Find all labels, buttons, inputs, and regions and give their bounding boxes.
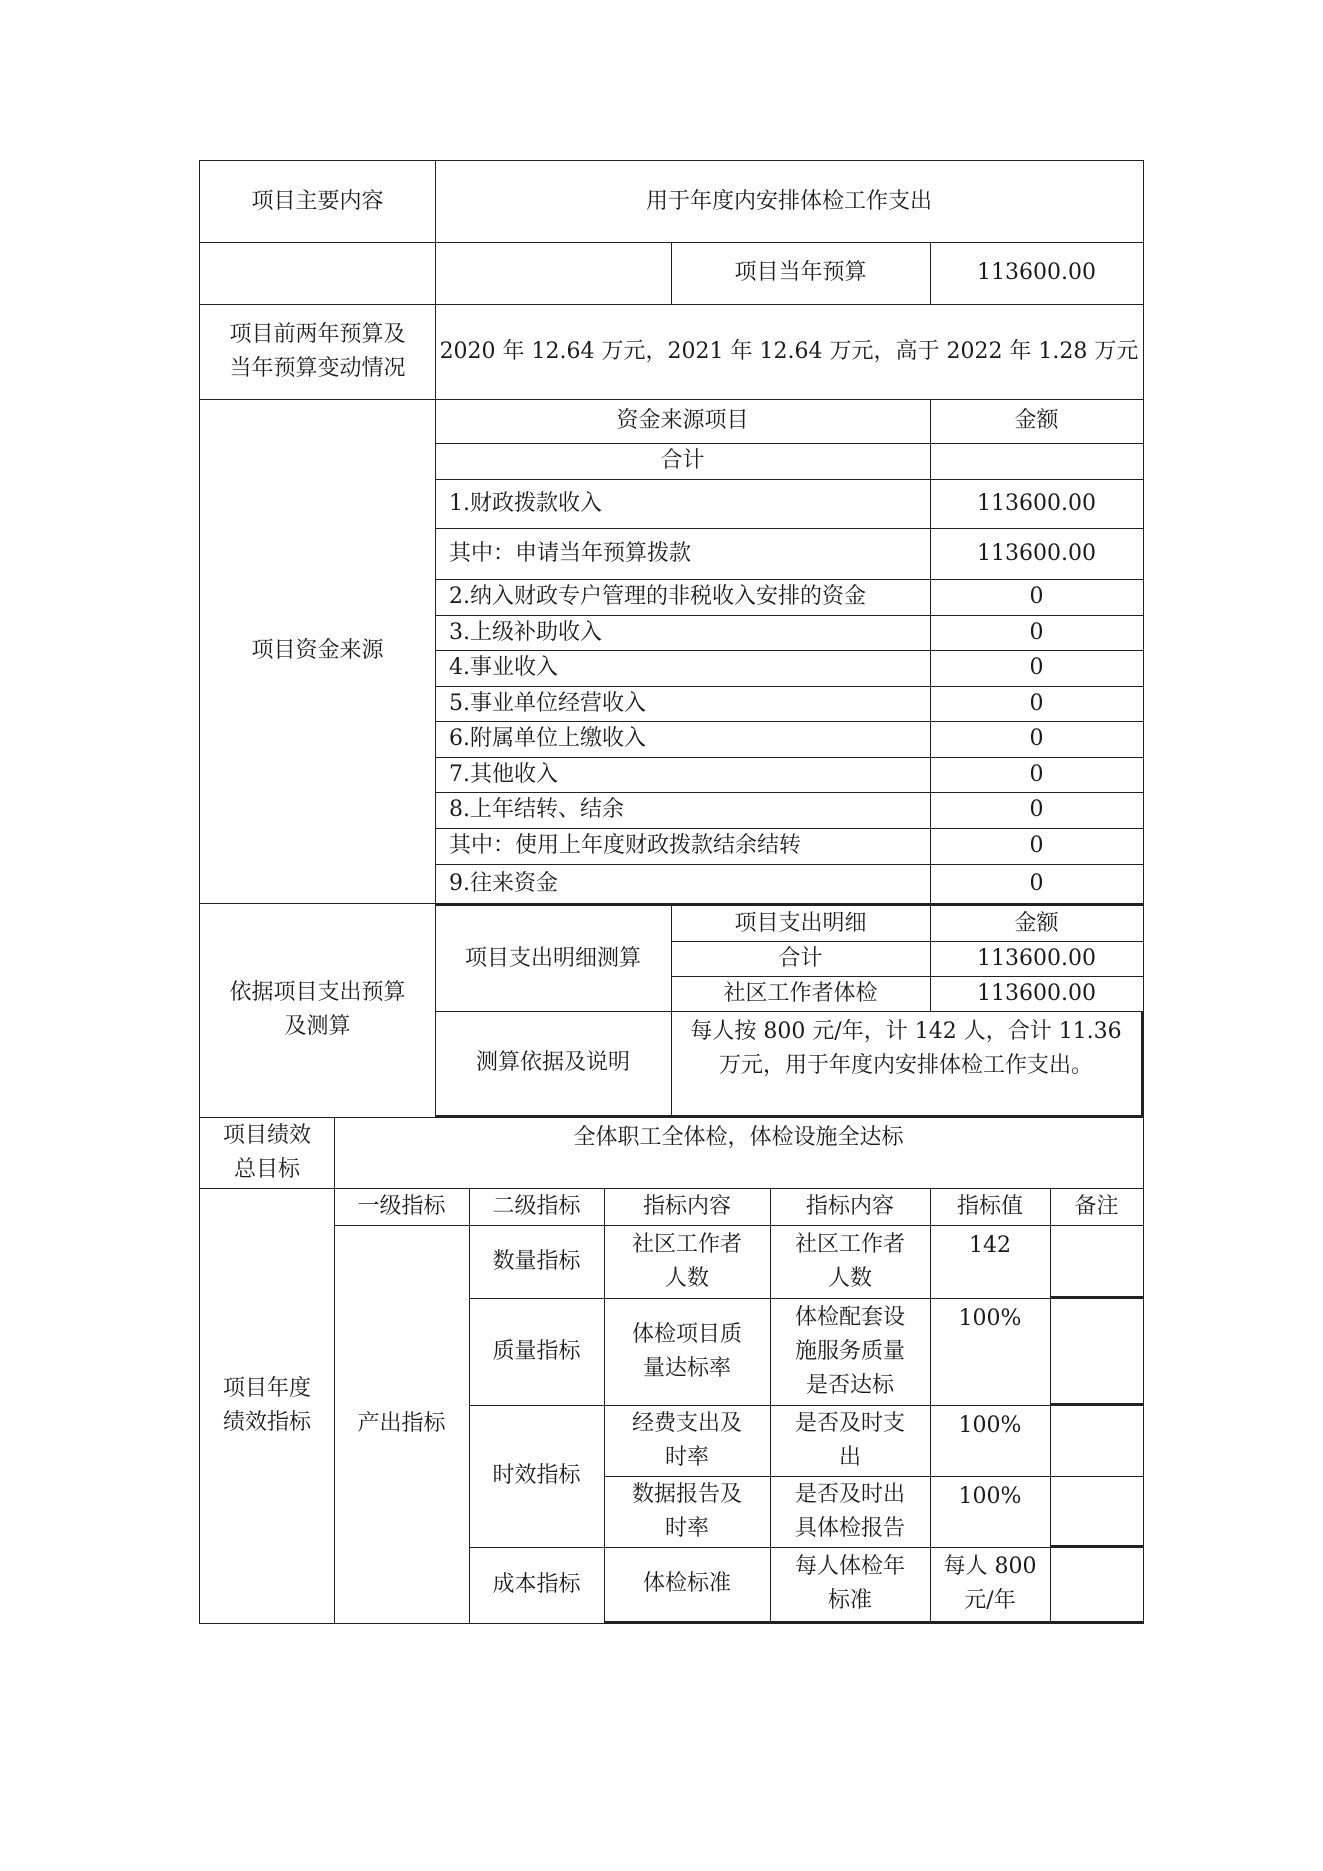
funding-header-amount: 金额: [930, 399, 1144, 444]
expenditure-basis-label: 测算依据及说明: [435, 1011, 672, 1118]
indicators-header: 备注: [1050, 1188, 1144, 1226]
expenditure-row-amount: 113600.00: [930, 941, 1144, 977]
expenditure-row-item: 社区工作者体检: [671, 976, 931, 1012]
expenditure-row-amount: 113600.00: [930, 976, 1144, 1012]
indicators-header: 二级指标: [469, 1188, 605, 1226]
funding-label: 项目资金来源: [199, 399, 436, 904]
expenditure-basis-text: 每人按 800 元/年，计 142 人，合计 11.36 万元，用于年度内安排体检工作支出。: [671, 1011, 1144, 1118]
funding-row-amount: 0: [930, 792, 1144, 829]
indicators-header: 一级指标: [334, 1188, 470, 1226]
funding-row-amount: 0: [930, 864, 1144, 904]
indicators-level1: 产出指标: [334, 1225, 470, 1624]
indicator-value: 142: [930, 1225, 1051, 1299]
indicator-group-timeliness: 时效指标: [469, 1405, 605, 1548]
expenditure-detail-label: 项目支出明细测算: [435, 903, 672, 1012]
indicator-content: 数据报告及 时率: [604, 1476, 771, 1548]
funding-row-amount: 0: [930, 686, 1144, 722]
indicator-group-quality: 质量指标: [469, 1298, 605, 1406]
funding-row-item: 其中：申请当年预算拨款: [435, 528, 931, 580]
expenditure-header-item: 项目支出明细: [671, 903, 931, 942]
goal-label: 项目绩效 总目标: [199, 1117, 335, 1189]
budget-empty-mid: [435, 242, 672, 305]
indicator-content: 是否及时出 具体检报告: [770, 1476, 931, 1548]
funding-row-item: 1.财政拨款收入: [435, 479, 931, 529]
funding-header-item: 资金来源项目: [435, 399, 931, 444]
indicator-content: 每人体检年 标准: [770, 1547, 931, 1624]
indicator-value: 100%: [930, 1405, 1051, 1477]
funding-row-amount: 0: [930, 828, 1144, 865]
budget-empty-left: [199, 242, 436, 305]
indicator-note: [1050, 1547, 1144, 1624]
indicator-content: 经费支出及 时率: [604, 1405, 771, 1477]
indicator-content: 社区工作者 人数: [604, 1225, 771, 1299]
change-label: 项目前两年预算及 当年预算变动情况: [199, 304, 436, 400]
funding-row-amount: 0: [930, 579, 1144, 616]
funding-row-item: 3.上级补助收入: [435, 615, 931, 651]
indicator-content: 体检配套设 施服务质量 是否达标: [770, 1298, 931, 1406]
goal-text: 全体职工全体检，体检设施全达标: [334, 1117, 1144, 1189]
indicator-note: [1050, 1405, 1144, 1477]
funding-row-item: 7.其他收入: [435, 757, 931, 793]
indicator-group-quantity: 数量指标: [469, 1225, 605, 1299]
indicator-content: 体检标准: [604, 1547, 771, 1624]
content-value: 用于年度内安排体检工作支出: [435, 160, 1144, 243]
funding-row-item: 8.上年结转、结余: [435, 792, 931, 829]
indicators-header: 指标内容: [770, 1188, 931, 1226]
indicator-value: 100%: [930, 1298, 1051, 1406]
indicator-note: [1050, 1298, 1144, 1406]
expenditure-header-amount: 金额: [930, 903, 1144, 942]
funding-total-value: [930, 443, 1144, 480]
budget-value: 113600.00: [930, 242, 1144, 305]
funding-row-amount: 0: [930, 615, 1144, 651]
funding-row-item: 其中：使用上年度财政拨款结余结转: [435, 828, 931, 865]
indicator-content: 体检项目质 量达标率: [604, 1298, 771, 1406]
funding-row-item: 2.纳入财政专户管理的非税收入安排的资金: [435, 579, 931, 616]
change-value: 2020 年 12.64 万元，2021 年 12.64 万元，高于 2022 年 1.28 万元: [435, 304, 1144, 400]
funding-row-item: 9.往来资金: [435, 864, 931, 904]
indicator-group-cost: 成本指标: [469, 1547, 605, 1624]
indicators-header: 指标值: [930, 1188, 1051, 1226]
funding-row-amount: 113600.00: [930, 479, 1144, 529]
funding-row-item: 5.事业单位经营收入: [435, 686, 931, 722]
indicator-content: 是否及时支 出: [770, 1405, 931, 1477]
budget-label: 项目当年预算: [671, 242, 931, 305]
funding-row-amount: 113600.00: [930, 528, 1144, 580]
funding-row-amount: 0: [930, 721, 1144, 758]
indicators-label: 项目年度 绩效指标: [199, 1188, 335, 1624]
funding-row-amount: 0: [930, 650, 1144, 687]
content-label: 项目主要内容: [199, 160, 436, 243]
indicator-value: 每人 800 元/年: [930, 1547, 1051, 1624]
funding-row-item: 6.附属单位上缴收入: [435, 721, 931, 758]
expenditure-label: 依据项目支出预算 及测算: [199, 903, 436, 1118]
indicator-note: [1050, 1225, 1144, 1299]
expenditure-row-item: 合计: [671, 941, 931, 977]
funding-row-item: 4.事业收入: [435, 650, 931, 687]
indicator-value: 100%: [930, 1476, 1051, 1548]
funding-row-amount: 0: [930, 757, 1144, 793]
indicators-header: 指标内容: [604, 1188, 771, 1226]
indicator-content: 社区工作者 人数: [770, 1225, 931, 1299]
funding-total-label: 合计: [435, 443, 931, 480]
indicator-note: [1050, 1476, 1144, 1548]
